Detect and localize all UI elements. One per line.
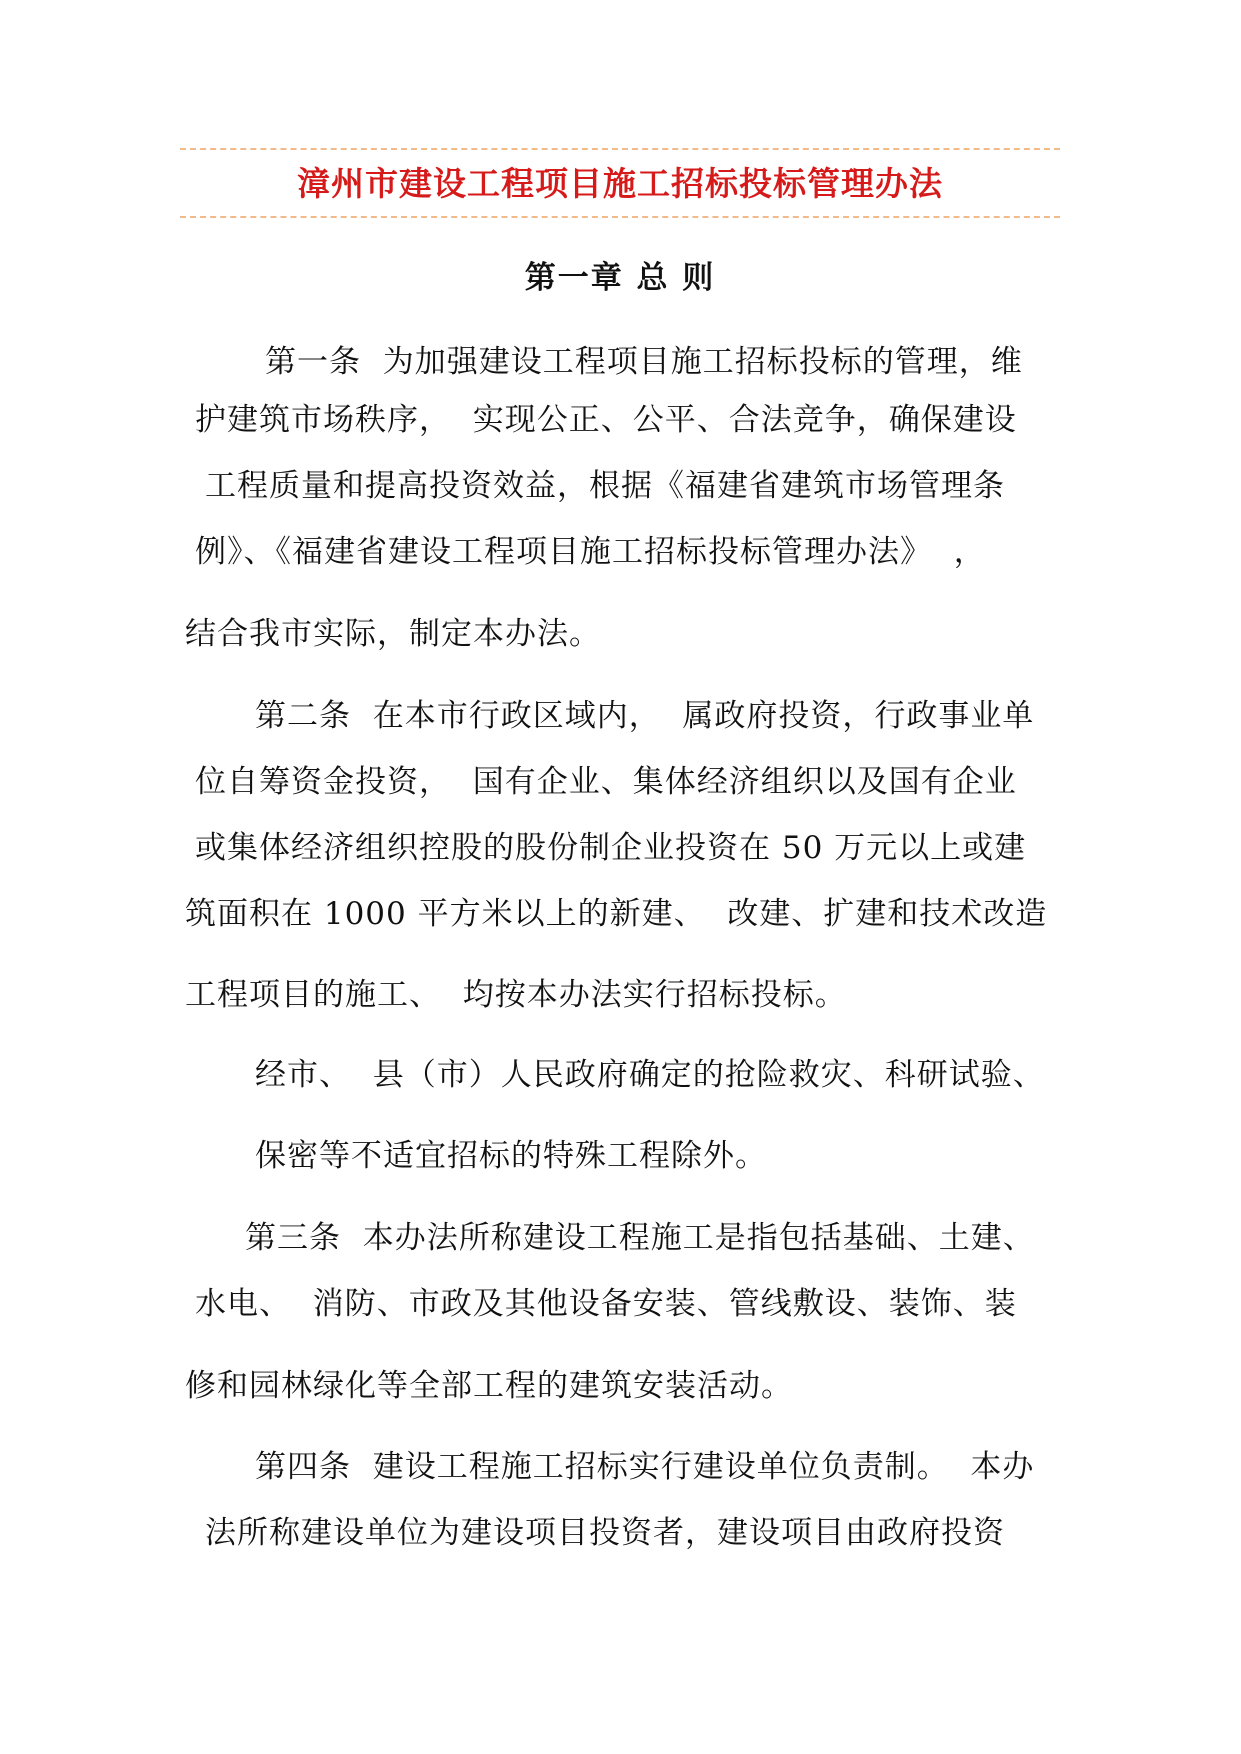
title-rule-top <box>180 148 1060 150</box>
body-line: 护建筑市场秩序， 实现公正、公平、合法竞争，确保建设 <box>195 402 1017 438</box>
body-line: 第三条 本办法所称建设工程施工是指包括基础、土建、 <box>245 1220 1035 1256</box>
body-line: 工程质量和提高投资效益，根据《福建省建筑市场管理条 <box>205 468 1005 504</box>
body-line: 工程项目的施工、 均按本办法实行招标投标。 <box>185 977 847 1013</box>
document-title: 漳州市建设工程项目施工招标投标管理办法 <box>297 164 943 203</box>
body-line: 经市、 县（市）人民政府确定的抢险救灾、科研试验、 <box>255 1057 1045 1093</box>
body-line: 第一条 为加强建设工程项目施工招标投标的管理，维 <box>265 344 1023 380</box>
body-line: 第二条 在本市行政区域内， 属政府投资，行政事业单 <box>255 698 1035 734</box>
body-line: 结合我市实际，制定本办法。 <box>185 616 601 652</box>
title-rule-bottom <box>180 216 1060 218</box>
body-line: 筑面积在 1000 平方米以上的新建、 改建、扩建和技术改造 <box>185 896 1048 932</box>
body-line: 位自筹资金投资， 国有企业、集体经济组织以及国有企业 <box>195 764 1017 800</box>
body-line: 修和园林绿化等全部工程的建筑安装活动。 <box>185 1368 793 1404</box>
chapter-heading: 第一章 总 则 <box>524 260 716 296</box>
body-line: 第四条 建设工程施工招标实行建设单位负责制。 本办 <box>255 1449 1035 1485</box>
body-line: 水电、 消防、市政及其他设备安装、管线敷设、装饰、装 <box>195 1286 1017 1322</box>
body-line: 或集体经济组织控股的股份制企业投资在 50 万元以上或建 <box>195 830 1027 866</box>
body-line: 例》、《福建省建设工程项目施工招标投标管理办法》 ， <box>195 534 986 570</box>
body-line: 法所称建设单位为建设项目投资者，建设项目由政府投资 <box>205 1515 1005 1551</box>
body-line: 保密等不适宜招标的特殊工程除外。 <box>255 1138 767 1174</box>
